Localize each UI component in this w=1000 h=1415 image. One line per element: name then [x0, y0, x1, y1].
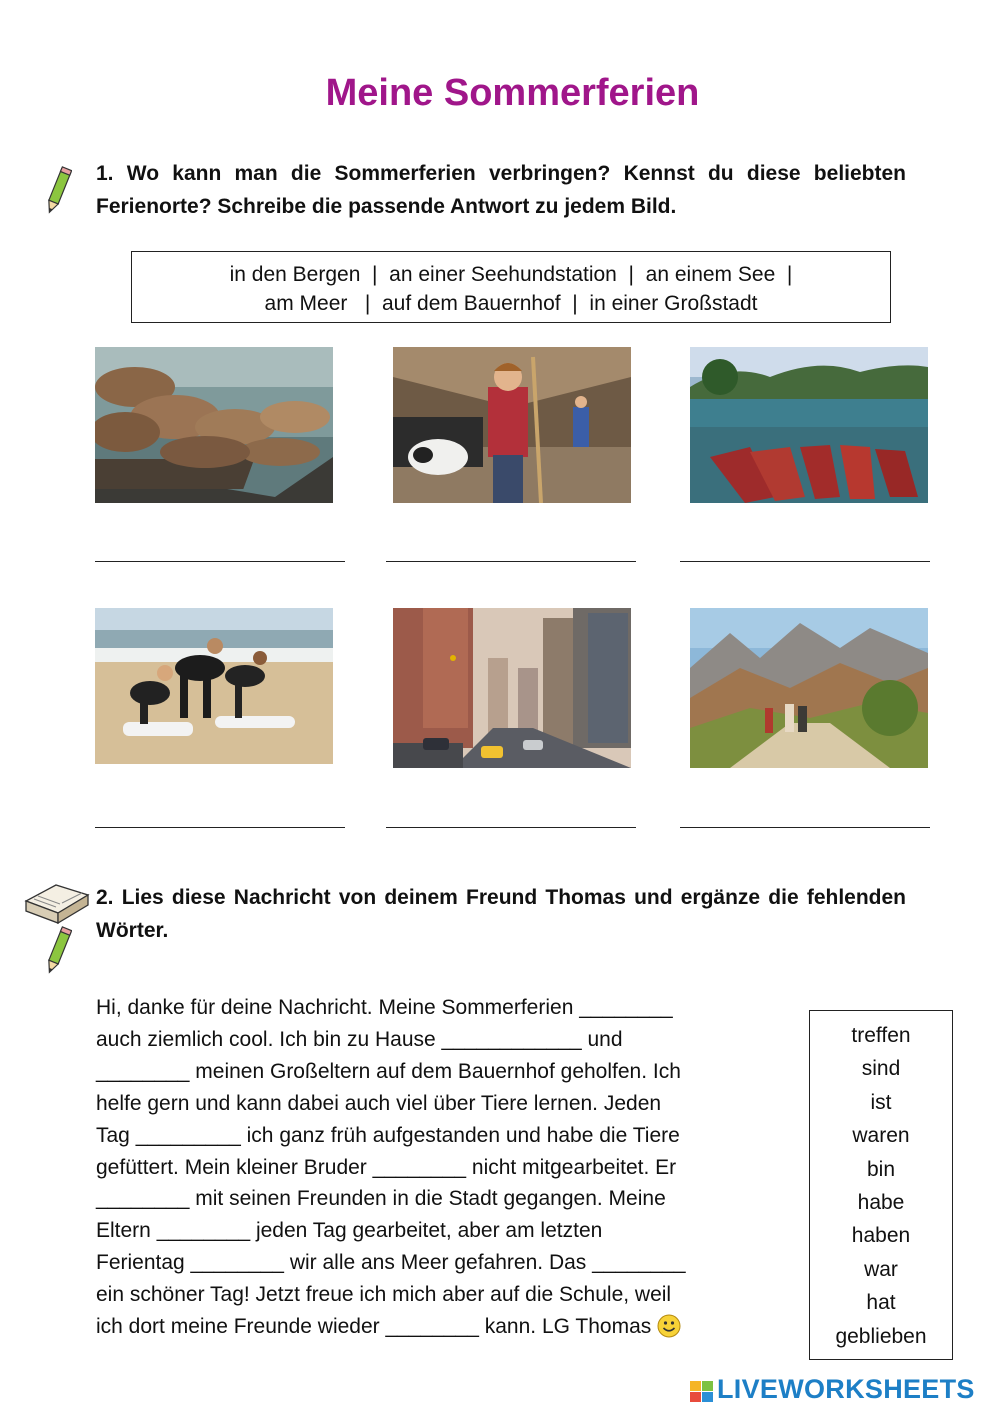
page-title: Meine Sommerferien: [325, 72, 700, 114]
brand-text: LIVEWORKSHEETS: [717, 1374, 975, 1404]
photo-lake: [690, 347, 928, 503]
message-line: Ferientag ________ wir alle ans Meer gefahren. Das ________: [96, 1251, 686, 1275]
message-line: gefüttert. Mein kleiner Bruder ________ nicht mitgearbeitet. Er: [96, 1155, 677, 1179]
answer-line[interactable]: [386, 561, 636, 562]
answer-line[interactable]: [680, 827, 930, 828]
verb-option: sind: [861, 1057, 901, 1081]
verb-option: waren: [852, 1124, 910, 1148]
verb-bank-box: [809, 1010, 953, 1360]
photo-city: [393, 608, 631, 768]
liveworksheets-logo: [690, 1374, 975, 1405]
answer-line[interactable]: [386, 827, 636, 828]
answer-line[interactable]: [95, 827, 345, 828]
answer-line[interactable]: [680, 561, 930, 562]
message-line: auch ziemlich cool. Ich bin zu Hause ____________ und: [96, 1027, 623, 1051]
message-line: Tag _________ ich ganz früh aufgestanden und habe die Tiere: [96, 1123, 680, 1147]
photo-farm: [393, 347, 631, 503]
pencil-icon: [44, 925, 72, 977]
photo-mountains: [690, 608, 928, 768]
message-text: [96, 992, 786, 1348]
word-bank-line: in den Bergen | an einer Seehundstation | an einem See |: [229, 263, 793, 286]
photo-seals: [95, 347, 333, 503]
message-line: ________ mit seinen Freunden in die Stadt gegangen. Meine: [96, 1187, 666, 1211]
verb-option: geblieben: [835, 1324, 927, 1348]
answer-line[interactable]: [95, 561, 345, 562]
message-line: ich dort meine Freunde wieder ________ kann. LG Thomas: [96, 1315, 652, 1339]
verb-option: haben: [851, 1224, 911, 1248]
message-line: helfe gern und kann dabei auch viel über Tiere lernen. Jeden: [96, 1091, 662, 1115]
logo-badge-icon: [690, 1379, 714, 1401]
task1-instruction: 1. Wo kann man die Sommerferien verbringen? Kennst du diese beliebten Ferienorte? Schreibe die passende Antwort zu jedem Bild.: [96, 162, 906, 218]
pencil-icon: [44, 165, 72, 217]
verb-option: war: [864, 1257, 898, 1281]
word-bank-box: [131, 251, 891, 323]
message-line: ________ meinen Großeltern auf dem Bauernhof geholfen. Ich: [96, 1059, 681, 1083]
verb-option: habe: [857, 1191, 905, 1215]
verb-option: treffen: [851, 1024, 911, 1047]
message-line: Hi, danke für deine Nachricht. Meine Sommerferien ________: [96, 996, 673, 1019]
task2-instruction: 2. Lies diese Nachricht von deinem Freund Thomas und ergänze die fehlenden Wörter.: [96, 886, 906, 942]
verb-option: hat: [866, 1291, 896, 1315]
verb-option: bin: [866, 1157, 896, 1181]
photo-beach: [95, 608, 333, 764]
message-line: Eltern ________ jeden Tag gearbeitet, aber am letzten: [96, 1219, 603, 1243]
verb-option: ist: [870, 1090, 892, 1114]
message-line: ein schöner Tag! Jetzt freue ich mich aber auf die Schule, weil: [96, 1283, 672, 1307]
book-icon: [22, 879, 92, 927]
smiley-icon: [657, 1314, 681, 1348]
word-bank-line: am Meer | auf dem Bauernhof | in einer Großstadt: [264, 292, 758, 315]
